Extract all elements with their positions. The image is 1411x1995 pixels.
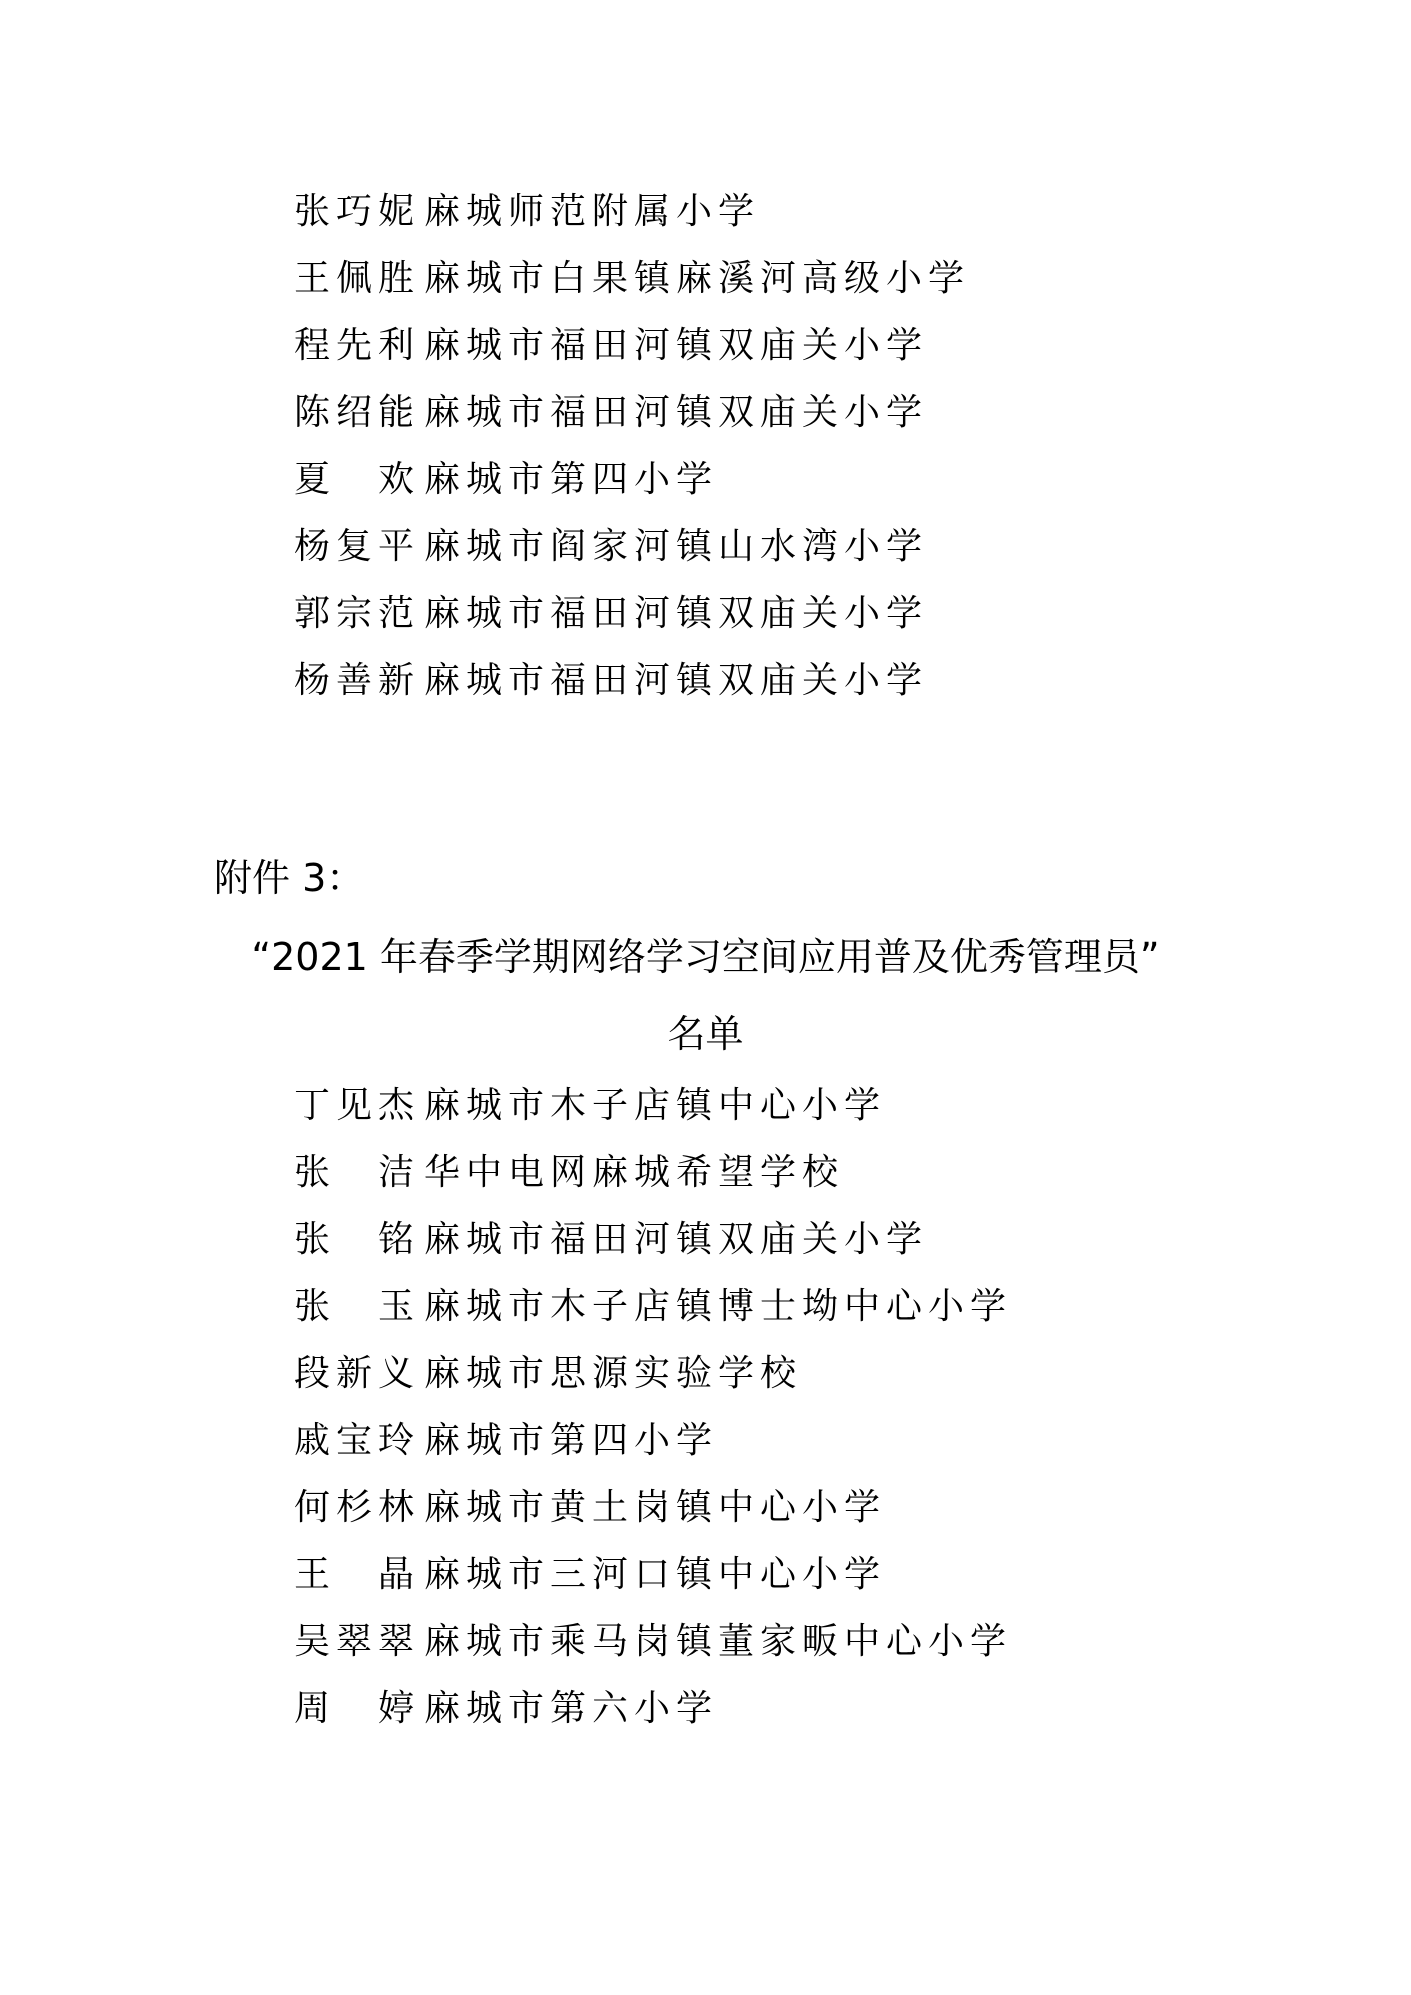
person-name: 张巧妮 — [294, 191, 421, 232]
attachment-label: 附件 3： — [214, 856, 365, 900]
list-one-entry-4 — [294, 383, 928, 443]
list-two-entry-4 — [294, 1277, 1012, 1337]
list-two-entry-7 — [294, 1478, 886, 1538]
person-name: 夏 欢 — [294, 459, 421, 500]
list-two-entry-5 — [294, 1344, 802, 1404]
school-name: 华中电网麻城希望学校 — [424, 1152, 845, 1193]
list-one-entry-3 — [294, 316, 928, 376]
person-name: 吴翠翠 — [294, 1621, 421, 1662]
list-two-entry-6 — [294, 1411, 718, 1471]
school-name: 麻城市木子店镇博士坳中心小学 — [424, 1286, 1013, 1327]
school-name: 麻城市福田河镇双庙关小学 — [424, 593, 929, 634]
school-name: 麻城市福田河镇双庙关小学 — [424, 1219, 929, 1260]
list-one-entry-8 — [294, 651, 928, 711]
school-name: 麻城市阎家河镇山水湾小学 — [424, 526, 929, 567]
school-name: 麻城市第四小学 — [424, 459, 719, 500]
list-two-entry-3 — [294, 1210, 928, 1270]
person-name: 杨复平 — [294, 526, 421, 567]
list-two-entry-8 — [294, 1545, 886, 1605]
school-name: 麻城市思源实验学校 — [424, 1353, 803, 1394]
list-two-entry-10 — [294, 1679, 718, 1739]
school-name: 麻城市三河口镇中心小学 — [424, 1554, 887, 1595]
school-name: 麻城师范附属小学 — [424, 191, 761, 232]
person-name: 戚宝玲 — [294, 1420, 421, 1461]
school-name: 麻城市乘马岗镇董家畈中心小学 — [424, 1621, 1013, 1662]
school-name: 麻城市第四小学 — [424, 1420, 719, 1461]
attachment-title: “2021 年春季学期网络学习空间应用普及优秀管理员” — [251, 935, 1160, 979]
person-name: 张 玉 — [294, 1286, 421, 1327]
list-one-entry-1 — [294, 182, 760, 242]
list-two-entry-2 — [294, 1143, 844, 1203]
person-name: 段新义 — [294, 1353, 421, 1394]
list-one-entry-2 — [294, 249, 970, 309]
person-name: 郭宗范 — [294, 593, 421, 634]
school-name: 麻城市福田河镇双庙关小学 — [424, 660, 929, 701]
list-one-entry-7 — [294, 584, 928, 644]
school-name: 麻城市第六小学 — [424, 1688, 719, 1729]
list-two-entry-9 — [294, 1612, 1012, 1672]
person-name: 王佩胜 — [294, 258, 421, 299]
school-name: 麻城市福田河镇双庙关小学 — [424, 325, 929, 366]
person-name: 张 洁 — [294, 1152, 421, 1193]
person-name: 周 婷 — [294, 1688, 421, 1729]
person-name: 陈绍能 — [294, 392, 421, 433]
person-name: 张 铭 — [294, 1219, 421, 1260]
school-name: 麻城市黄土岗镇中心小学 — [424, 1487, 887, 1528]
person-name: 程先利 — [294, 325, 421, 366]
school-name: 麻城市福田河镇双庙关小学 — [424, 392, 929, 433]
school-name: 麻城市白果镇麻溪河高级小学 — [424, 258, 971, 299]
school-name: 麻城市木子店镇中心小学 — [424, 1085, 887, 1126]
attachment-subtitle: 名单 — [667, 1012, 744, 1056]
person-name: 丁见杰 — [294, 1085, 421, 1126]
person-name: 杨善新 — [294, 660, 421, 701]
list-one-entry-5 — [294, 450, 718, 510]
person-name: 何杉林 — [294, 1487, 421, 1528]
list-two-entry-1 — [294, 1076, 886, 1136]
person-name: 王 晶 — [294, 1554, 421, 1595]
list-one-entry-6 — [294, 517, 928, 577]
